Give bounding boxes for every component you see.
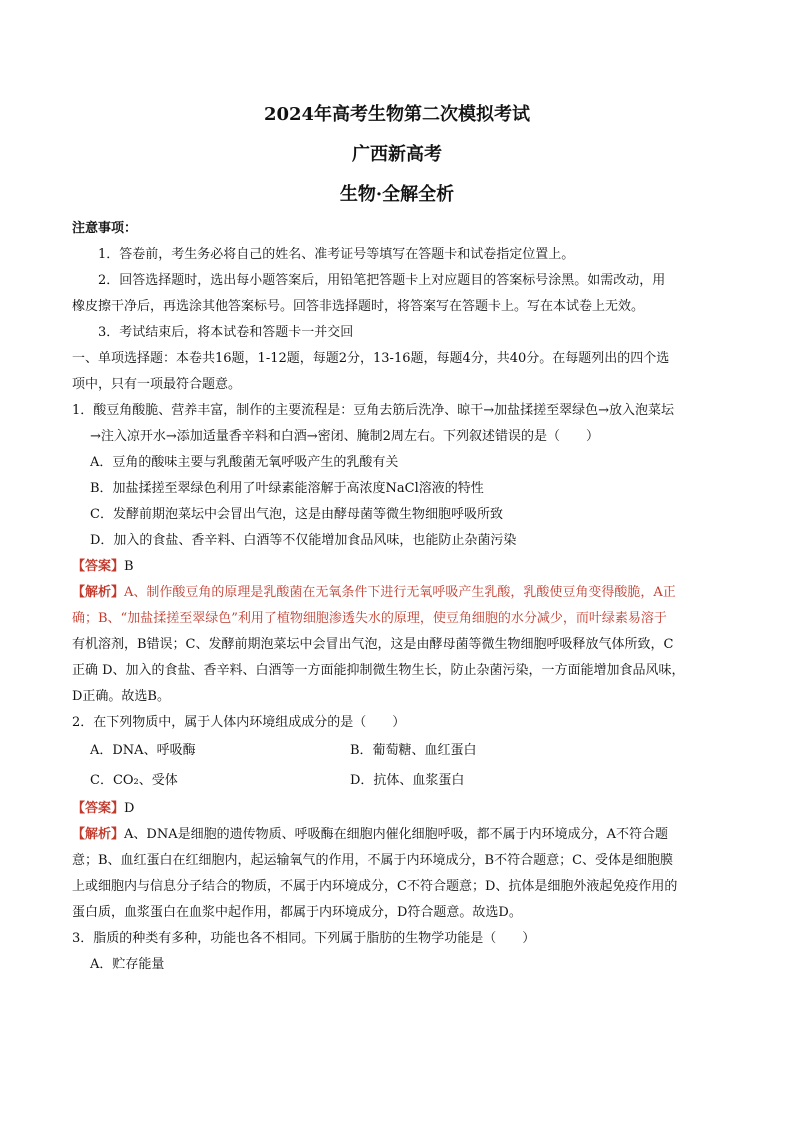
q2-analysis-3: 上或细胞内与信息分子结合的物质，不属于内环境成分，C不符合题意；D、抗体是细胞外液起免疫作用的: [72, 879, 678, 894]
q2-option-b: B．葡萄糖、血红蛋白: [350, 743, 477, 758]
q1-analysis-5: D正确。故选B。: [72, 689, 170, 704]
q1-stem-cont: →注入凉开水→添加适量香辛料和白酒→密闭、腌制2周左右。下列叙述错误的是（ ）: [90, 429, 599, 444]
q2-answer: [72, 796, 722, 822]
notice-heading: 注意事项：: [72, 221, 138, 236]
q1-option-c: C．发酵前期泡菜坛中会冒出气泡，这是由酵母菌等微生物细胞呼吸所致: [90, 507, 503, 522]
q2-answer-tag: 【答案】: [72, 801, 125, 816]
q2-options-row-2: [72, 766, 722, 796]
q1-option-a: A．豆角的酸味主要与乳酸菌无氧呼吸产生的乳酸有关: [90, 455, 399, 470]
q1-analysis-3: 有机溶剂，B错误；C、发酵前期泡菜坛中会冒出气泡，这是由酵母菌等微生物细胞呼吸释放气体所致，C: [72, 637, 674, 652]
q1-analysis-2: 确；B、“加盐揉搓至翠绿色”利用了植物细胞渗透失水的原理，使豆角细胞的水分减少，而叶绿素易溶于: [72, 611, 667, 626]
section-header-cont: 项中，只有一项最符合题意。: [72, 377, 242, 392]
section-header: 一、单项选择题：本卷共16题，1-12题，每题2分，13-16题，每题4分，共40分。在每题列出的四个选: [72, 351, 670, 366]
q2-option-c: C．CO₂、受体: [90, 773, 178, 788]
q2-answer-value: D: [124, 801, 135, 816]
q1-answer-value: B: [124, 559, 134, 574]
document-page: [72, 100, 722, 978]
notice-item-2: 2．回答选择题时，选出每小题答案后，用铅笔把答题卡上对应题目的答案标号涂黑。如需改动，用: [98, 273, 666, 288]
title-region: 广西新高考: [352, 144, 442, 165]
q2-analysis-2: 意；B、血红蛋白在红细胞内，起运输氧气的作用，不属于内环境成分，B不符合题意；C、受体是细胞膜: [72, 853, 674, 868]
q2-option-a: A．DNA、呼吸酶: [90, 743, 196, 758]
q2-option-d: D．抗体、血浆蛋白: [350, 773, 465, 788]
notice-item-1: 1．答卷前，考生务必将自己的姓名、准考证号等填写在答题卡和试卷指定位置上。: [98, 247, 575, 262]
title-subject: 生物·全解全析: [339, 184, 455, 205]
q3-stem: 3．脂质的种类有多种，功能也各不相同。下列属于脂肪的生物学功能是（ ）: [72, 931, 536, 946]
q1-analysis-4: 正确 D、加入的食盐、香辛料、白酒等一方面能抑制微生物生长，防止杂菌污染，一方面能增加食品风味，: [72, 663, 685, 678]
title-exam: 2024年高考生物第二次模拟考试: [263, 104, 531, 125]
q2-analysis-4: 蛋白质，血浆蛋白在血浆中起作用，都属于内环境成分，D符合题意。故选D。: [72, 905, 522, 920]
q3-option-a: A．贮存能量: [90, 957, 165, 972]
q2-analysis-1: 【解析】A、DNA是细胞的遗传物质、呼吸酶在细胞内催化细胞呼吸，都不属于内环境成分，A不符合题: [72, 827, 668, 842]
notice-item-2-cont: 橡皮擦干净后，再选涂其他答案标号。回答非选择题时，将答案写在答题卡上。写在本试卷上无效。: [72, 299, 645, 314]
q1-answer: [72, 554, 722, 580]
q1-stem: 1．酸豆角酸脆、营养丰富，制作的主要流程是：豆角去筋后洗净、晾干→加盐揉搓至翠绿色→放入泡菜坛: [72, 403, 675, 418]
notice-item-3: 3．考试结束后，将本试卷和答题卡一并交回: [98, 325, 354, 340]
q2-stem: 2．在下列物质中，属于人体内环境组成成分的是（ ）: [72, 715, 406, 730]
q1-option-b: B．加盐揉搓至翠绿色利用了叶绿素能溶解于高浓度NaCl溶液的特性: [90, 481, 484, 496]
q1-option-d: D．加入的食盐、香辛料、白酒等不仅能增加食品风味，也能防止杂菌污染: [90, 533, 517, 548]
q2-options-row-1: [72, 736, 722, 766]
q1-analysis-1: 【解析】A、制作酸豆角的原理是乳酸菌在无氧条件下进行无氧呼吸产生乳酸，乳酸使豆角变得酸脆，A正: [72, 585, 676, 600]
q1-answer-tag: 【答案】: [72, 559, 125, 574]
